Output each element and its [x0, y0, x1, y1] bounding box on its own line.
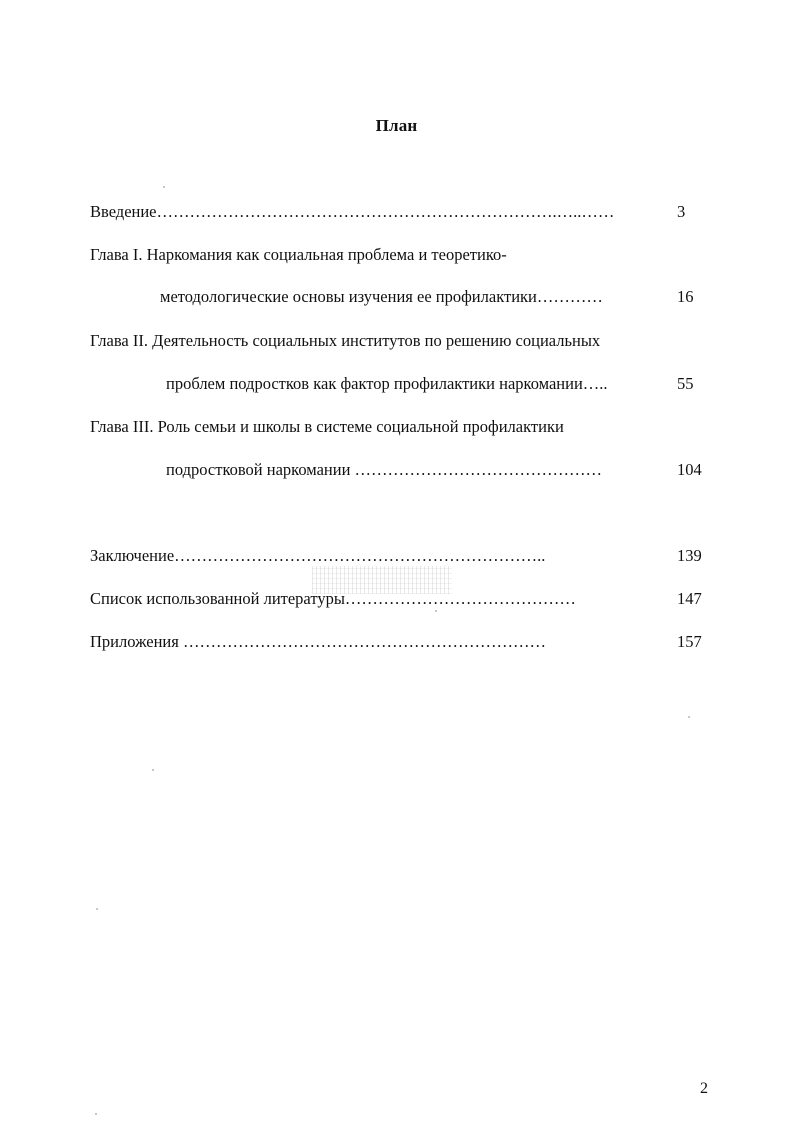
- toc-chapter-1-line-2: методологические основы изучения ее профилактики…………: [160, 287, 603, 306]
- toc-chapter-3-line-2: подростковой наркомании ………………………………………: [166, 460, 603, 479]
- page-number: 2: [700, 1080, 708, 1097]
- toc-chapter-3-line-1: Глава III. Роль семьи и школы в системе социальной профилактики: [90, 417, 564, 436]
- scan-speck: [163, 186, 165, 188]
- toc-chapter-1-line-1: Глава I. Наркомания как социальная проблема и теоретико-: [90, 245, 507, 264]
- toc-appendices-text: Приложения …………………………………………………………: [90, 632, 546, 651]
- scan-speck: [95, 1113, 97, 1115]
- page-title: План: [375, 116, 418, 135]
- toc-references-page: 147: [677, 589, 702, 608]
- toc-chapter-3-page: 104: [677, 460, 702, 479]
- toc-conclusion-page: 139: [677, 546, 702, 565]
- toc-intro-text: Введение……………………………………………………………….…..……: [90, 202, 615, 221]
- toc-conclusion-text: Заключение…………………………………………………………..: [90, 546, 546, 565]
- toc-chapter-2-line-2: проблем подростков как фактор профилактики наркомании…..: [166, 374, 608, 393]
- toc-chapter-2-page: 55: [677, 374, 694, 393]
- toc-intro-page: 3: [677, 202, 686, 221]
- scan-speck: [688, 716, 690, 718]
- toc-chapter-2-line-1: Глава II. Деятельность социальных институтов по решению социальных: [90, 331, 601, 350]
- toc-chapter-1-page: 16: [677, 287, 694, 306]
- scan-speck: [435, 610, 437, 612]
- scan-speck: [96, 908, 98, 910]
- toc-appendices-page: 157: [677, 632, 702, 651]
- toc-references-text: Список использованной литературы……………………………………: [90, 589, 576, 608]
- scan-speck: [152, 769, 154, 771]
